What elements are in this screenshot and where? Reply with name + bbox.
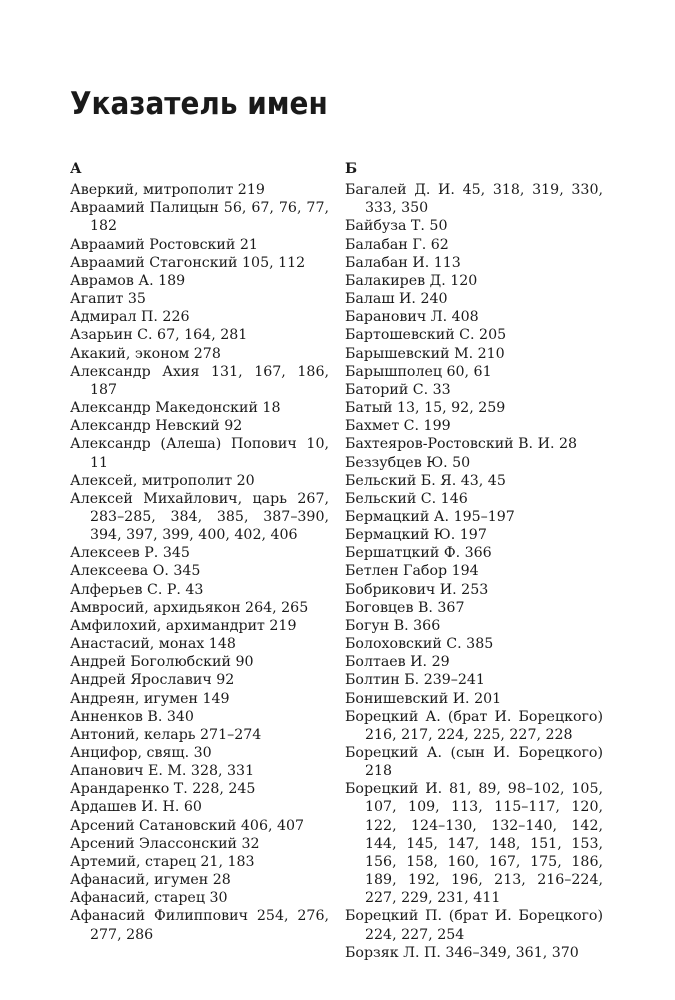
index-entry: Барышевский М. 210: [345, 345, 505, 362]
index-entry: Болтин Б. 239–241: [345, 672, 485, 689]
index-entry: Азарьин С. 67, 164, 281: [70, 327, 248, 344]
index-entry: Артемий, старец 21, 183: [70, 853, 255, 870]
entry-list: [70, 181, 329, 944]
index-entry: Болоховский С. 385: [345, 636, 494, 653]
index-entry: Анненков В. 340: [70, 708, 194, 725]
index-entry: Бельский Б. Я. 43, 45: [345, 472, 506, 489]
index-entry: Бартошевский С. 205: [345, 327, 507, 344]
index-entry: Бермацкий Ю. 197: [345, 527, 487, 544]
index-entry: Андреян, игумен 149: [70, 690, 230, 707]
index-entry: Алферьев С. Р. 43: [70, 581, 204, 598]
index-entry: Болтаев И. 29: [345, 654, 450, 671]
index-entry: Александр (Алеша) Попович 10, 11: [70, 436, 329, 471]
index-entry: Амвросий, архидьякон 264, 265: [70, 599, 309, 616]
index-entry: Багалей Д. И. 45, 318, 319, 330, 333, 350: [345, 182, 603, 217]
index-entry: Акакий, эконом 278: [70, 345, 221, 362]
index-entry: Анцифор, свящ. 30: [70, 745, 212, 761]
index-entry: Апанович Е. М. 328, 331: [70, 763, 255, 780]
index-entry: Арсений Сатановский 406, 407: [70, 817, 305, 834]
index-entry: Борецкий А. (сын И. Борецкого) 218: [345, 745, 603, 780]
index-entry: Авраамий Палицын 56, 67, 76, 77, 182: [70, 200, 329, 235]
index-entry: Батый 13, 15, 92, 259: [345, 400, 506, 417]
index-entry: Богун В. 366: [345, 617, 441, 634]
index-entry: Бахтеяров-Ростовский В. И. 28: [345, 436, 578, 453]
index-entry: Афанасий, игумен 28: [70, 872, 231, 889]
index-entry: Бонишевский И. 201: [345, 690, 502, 707]
index-entry: Борецкий И. 81, 89, 98–102, 105, 107, 109, 113, 115–117, 120, 122, 124–130, 132–140, 142, 144, 145, 147, 148, 151, 153, 156, 158, 160, 167, 175, 186, 189, 192, 196, 213, 216–224, 227, 229, 231, 411: [345, 781, 603, 907]
index-entry: Агапит 35: [70, 291, 146, 308]
index-entry: Аверкий, митрополит 219: [70, 182, 265, 199]
index-entry: Андрей Боголюбский 90: [70, 654, 254, 671]
index-entry: Бермацкий А. 195–197: [345, 508, 515, 525]
index-entry: Алексеева О. 345: [70, 563, 201, 580]
index-entry: Боговцев В. 367: [345, 599, 465, 616]
index-entry: Бершатцкий Ф. 366: [345, 545, 492, 562]
index-entry: Алексей, митрополит 20: [70, 472, 255, 489]
index-entry: Алексеев Р. 345: [70, 545, 190, 562]
index-entry: Баторий С. 33: [345, 381, 451, 398]
index-entry: Алексей Михайлович, царь 267, 283–285, 384, 385, 387–390, 394, 397, 399, 400, 402, 406: [70, 490, 329, 544]
index-entry: Бобрикович И. 253: [345, 581, 489, 598]
index-entry: Борзяк Л. П. 346–349, 361, 370: [345, 944, 579, 961]
section-letter: А: [70, 161, 82, 177]
section-letter: Б: [345, 161, 358, 177]
index-entry: Арсений Элассонский 32: [70, 835, 260, 852]
index-entry: Бетлен Габор 194: [345, 563, 479, 580]
index-entry: Авраамий Стагонский 105, 112: [70, 254, 306, 271]
index-entry: Балаш И. 240: [345, 291, 448, 308]
index-entry: Афанасий Филиппович 254, 276, 277, 286: [70, 908, 329, 943]
index-entry: Балабан И. 113: [345, 254, 461, 271]
index-entry: Антоний, келарь 271–274: [70, 726, 262, 743]
index-entry: Амфилохий, архимандрит 219: [70, 617, 297, 634]
index-entry: Барышполец 60, 61: [345, 363, 492, 380]
index-entry: Бахмет С. 199: [345, 418, 451, 435]
index-entry: Баранович Л. 408: [345, 309, 479, 326]
index-entry: Александр Ахия 131, 167, 186, 187: [70, 363, 329, 398]
entry-list: [345, 181, 603, 962]
index-entry: Александр Невский 92: [70, 418, 243, 435]
index-entry: Борецкий А. (брат И. Борецкого) 216, 217, 224, 225, 227, 228: [345, 708, 603, 743]
index-entry: Беззубцев Ю. 50: [345, 454, 471, 471]
index-entry: Андрей Ярославич 92: [70, 672, 235, 689]
index-entry: Афанасий, старец 30: [70, 890, 228, 907]
index-entry: Адмирал П. 226: [70, 309, 190, 326]
index-entry: Арандаренко Т. 228, 245: [70, 781, 256, 798]
index-entry: Бельский С. 146: [345, 490, 468, 507]
index-entry: Александр Македонский 18: [70, 400, 281, 417]
index-entry: Анастасий, монах 148: [70, 636, 236, 653]
index-entry: Авраамий Ростовский 21: [70, 236, 258, 253]
index-entry: Ардашев И. Н. 60: [70, 799, 202, 816]
index-column-b: [345, 160, 603, 962]
index-entry: Балакирев Д. 120: [345, 272, 478, 289]
index-entry: Балабан Г. 62: [345, 236, 449, 253]
index-entry: Аврамов А. 189: [70, 272, 186, 289]
index-entry: Борецкий П. (брат И. Борецкого) 224, 227, 254: [345, 908, 603, 943]
page-title: Указатель имен: [70, 86, 328, 122]
index-column-a: [70, 160, 329, 944]
index-entry: Байбуза Т. 50: [345, 218, 448, 235]
